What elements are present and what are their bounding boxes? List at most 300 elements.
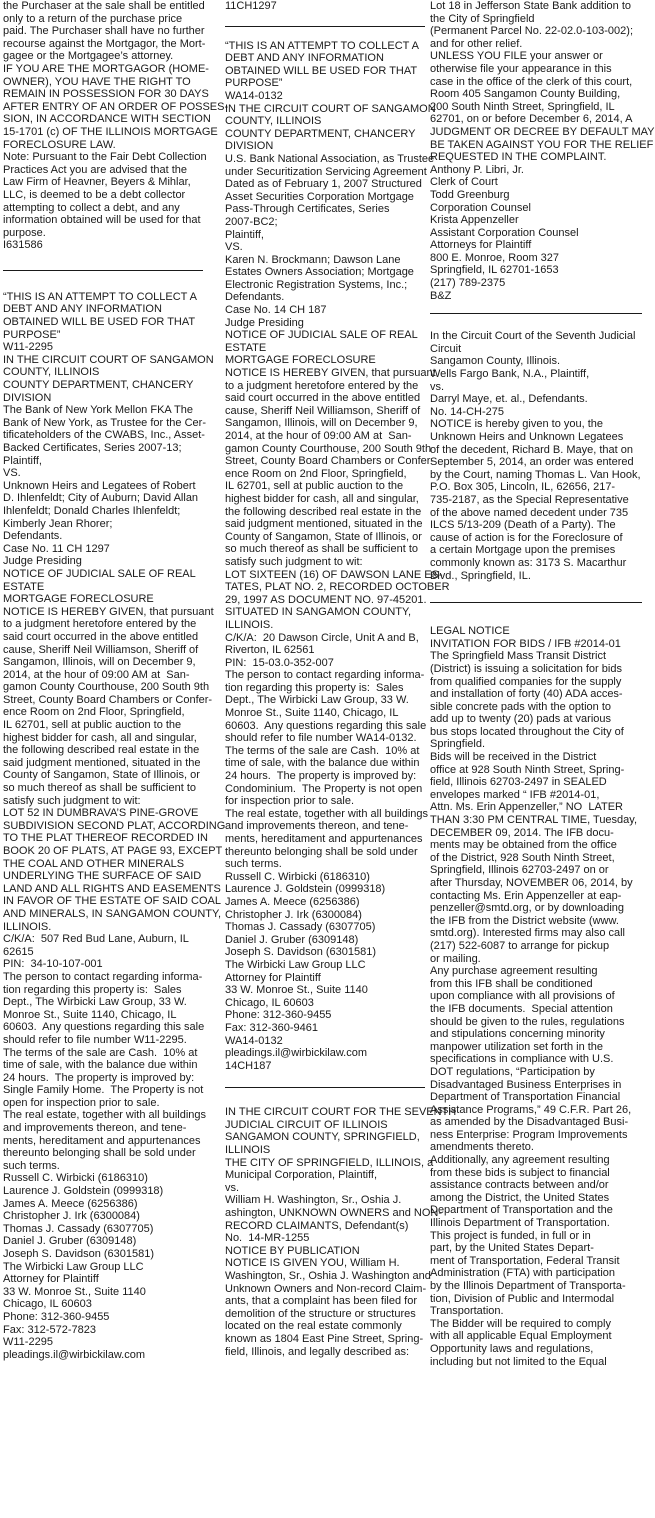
text-line: County of Sangamon, State of Illinois, or [225, 530, 422, 543]
text-line: NOTICE IS HEREBY GIVEN, that pursuant [3, 605, 214, 618]
text-line: paid. The Purchaser shall have no further [3, 25, 205, 38]
text-line: tion regarding this property is: Sales [225, 681, 404, 694]
text-line: otherwise file your appearance in this [430, 62, 612, 75]
text-line: cause of action is for the Foreclosure of [430, 531, 623, 544]
notice-divider [225, 1087, 425, 1088]
text-line: 29, 1997 AS DOCUMENT NO. 97-45201. [225, 593, 427, 606]
notice-14-mr-1255 [225, 1106, 457, 1358]
text-line: WA14-0132 [225, 89, 283, 102]
text-line: pleadings.il@wirbickilaw.com [225, 1047, 367, 1060]
text-line: the IFB documents. Special attention [430, 1002, 613, 1015]
text-line: open for inspection prior to sale. [3, 1096, 160, 1109]
text-line: Additionally, any agreement resulting [430, 1154, 610, 1167]
text-line: ence Room on 2nd Floor, Springfield, [3, 706, 185, 719]
text-line: Estates Owners Association; Mortgage [225, 266, 414, 279]
text-line: Case No. 11 CH 1297 [3, 542, 110, 555]
text-line: Bids will be received in the District [430, 751, 597, 764]
text-line: Opportunity laws and regulations, [430, 1342, 594, 1355]
text-line: the following described real estate in the [3, 744, 200, 757]
text-line: recourse against the Mortgagor, the Mort- [3, 37, 206, 50]
text-line: vs. [430, 380, 445, 393]
text-line: DECEMBER 09, 2014. The IFB docu- [430, 826, 614, 839]
legal-notice-ifb-2014-01 [430, 625, 642, 1368]
text-line: by the Illinois Department of Transporta- [430, 1280, 626, 1292]
text-line: including but not limited to the Equal [430, 1355, 607, 1368]
text-line: Lot 18 in Jefferson State Bank addition to [430, 0, 631, 12]
text-line: W11-2295 [3, 1336, 53, 1349]
text-line: information obtained will be used for that [3, 214, 201, 227]
text-line: ILLINOIS [225, 1144, 271, 1157]
text-line: The person to contact regarding informa- [225, 669, 425, 682]
text-line: OBTAINED WILL BE USED FOR THAT [3, 316, 196, 329]
text-line: (District) is issuing a solicitation for bids [430, 662, 622, 675]
text-line: Washington, Sr., Oshia J. Washington and [225, 1270, 431, 1282]
text-line: THE CITY OF SPRINGFIELD, ILLINOIS, a [225, 1156, 434, 1169]
text-line: Kimberly Jean Rhorer; [3, 517, 113, 530]
text-line: Illinois Department of Transportation. [430, 1217, 610, 1230]
text-line: 24 hours. The property is improved by: [3, 1071, 195, 1084]
text-line: assistance contracts between and/or [430, 1179, 609, 1192]
text-line: Circuit [430, 342, 462, 355]
text-line: “THIS IS AN ATTEMPT TO COLLECT A [225, 39, 419, 52]
text-line: DEBT AND ANY INFORMATION [3, 303, 162, 316]
text-line: Joseph S. Davidson (6301581) [3, 1248, 155, 1260]
text-line: ness Enterprise: Program Improvements [430, 1128, 628, 1141]
text-line: contacting Ms. Erin Appenzeller at eap- [430, 889, 622, 902]
text-line: 33 W. Monroe St., Suite 1140 [3, 1285, 146, 1298]
text-line: 15-1701 (c) OF THE ILLINOIS MORTGAGE [3, 125, 218, 138]
text-line: Springfield. [430, 738, 486, 751]
text-line: so much thereof as shall be sufficient to [3, 782, 197, 795]
notice-14-ch-275 [430, 330, 642, 582]
text-line: Thomas J. Cassady (6307705) [225, 921, 376, 934]
text-line: demolition of the structure or structures [225, 1307, 416, 1320]
text-line: PURPOSE” [225, 77, 283, 90]
text-line: NOTICE BY PUBLICATION [225, 1244, 360, 1257]
text-line: Sangamon County, Illinois. [430, 355, 561, 368]
text-line: time of sale, with the balance due within [225, 757, 420, 770]
text-line: JUDGMENT OR DECREE BY DEFAULT MAY [430, 125, 655, 138]
text-line: Laurence J. Goldstein (0999318) [3, 1185, 164, 1198]
text-line: The Wirbicki Law Group LLC [3, 1260, 144, 1273]
text-line: 33 W. Monroe St., Suite 1140 [225, 984, 368, 997]
text-line: the Purchaser at the sale shall be entitled [3, 0, 205, 12]
text-line: Russell C. Wirbicki (6186310) [3, 1172, 148, 1185]
text-line: The Wirbicki Law Group LLC [225, 958, 366, 971]
case-ref-11ch1297 [225, 0, 425, 13]
text-line: COUNTY DEPARTMENT, CHANCERY [3, 379, 194, 392]
text-line: Corporation Counsel [430, 201, 531, 214]
text-line: envelopes marked “ IFB #2014-01, [430, 788, 600, 801]
text-line: BOOK 20 OF PLATS, AT PAGE 93, EXCEPT [3, 845, 223, 857]
text-line: Bank of New York, as Trustee for the Cer- [3, 416, 206, 429]
text-line: Darryl Maye, et. al., Defendants. [430, 393, 588, 406]
text-line: Backed Certificates, Series 2007-13; [3, 442, 182, 454]
text-line: SITUATED IN SANGAMON COUNTY, [225, 606, 412, 619]
text-line: by the Court, naming Thomas L. Van Hook, [430, 468, 641, 481]
text-line: Chicago, IL 60603 [225, 996, 314, 1009]
text-line: Administration (FTA) with participation [430, 1267, 616, 1280]
text-line: ments may be obtained from the office [430, 839, 617, 852]
text-line: should be given to the rules, regulations [430, 1015, 625, 1028]
text-line: The Springfield Mass Transit District [430, 650, 607, 663]
text-line: as amended by the Disadvantaged Busi- [430, 1116, 629, 1129]
text-line: Anthony P. Libri, Jr. [430, 163, 524, 176]
text-line: Monroe St., Suite 1140, Chicago, IL [225, 707, 399, 720]
text-line: from this IFB shall be conditioned [430, 977, 593, 990]
text-line: 14CH187 [225, 1059, 272, 1072]
text-line: “THIS IS AN ATTEMPT TO COLLECT A [3, 290, 197, 303]
text-line: vs. [225, 1181, 240, 1194]
text-line: with all applicable Equal Employment [430, 1330, 612, 1343]
text-line: ILLINOIS. [225, 618, 274, 631]
text-line: gagee or the Mortgagee’s attorney. [3, 50, 174, 63]
text-line: Department of Transportation Financial [430, 1091, 621, 1104]
text-line: upon compliance with all provisions of [430, 990, 615, 1003]
text-line: James A. Meece (6256386) [225, 895, 360, 908]
text-line: I631586 [3, 239, 43, 252]
text-line: Note: Pursuant to the Fair Debt Collection [3, 151, 207, 164]
text-line: Any purchase agreement resulting [430, 965, 598, 978]
text-line: 800 E. Monroe, Room 327 [430, 251, 560, 264]
text-line: 11CH1297 [225, 0, 277, 12]
text-line: 24 hours. The property is improved by: [225, 770, 417, 783]
text-line: The Bidder will be required to comply [430, 1317, 611, 1330]
text-line: VS. [3, 467, 21, 480]
text-line: In the Circuit Court of the Seventh Judicial [430, 330, 636, 343]
text-line: SION, IN ACCORDANCE WITH SECTION [3, 113, 211, 126]
text-line: among the District, the United States [430, 1191, 610, 1204]
text-line: Attn. Ms. Erin Appenzeller,” NO LATER [430, 801, 623, 814]
text-line: attempting to collect a debt, and any [3, 201, 180, 214]
text-line: Practices Act you are advised that the [3, 163, 188, 176]
foreclosure-notice-tail [3, 0, 229, 252]
text-line: ments, hereditament and appurtenances [225, 833, 423, 845]
text-line: Russell C. Wirbicki (6186310) [225, 870, 370, 883]
text-line: ESTATE [225, 341, 267, 354]
text-line: Clerk of Court [430, 176, 498, 189]
text-line: Attorneys for Plaintiff [430, 239, 532, 252]
text-line: 2007-BC2; [225, 215, 278, 228]
text-line: for inspection prior to sale. [225, 795, 355, 808]
text-line: The Bank of New York Mellon FKA The [3, 404, 193, 417]
text-line: WA14-0132 [225, 1034, 283, 1047]
text-line: NOTICE OF JUDICIAL SALE OF REAL [3, 567, 196, 580]
text-line: Defendants. [225, 291, 285, 304]
text-line: NOTICE IS GIVEN YOU, William H. [225, 1257, 400, 1270]
text-line: (Permanent Parcel No. 22-02.0-103-002); [430, 25, 633, 38]
text-line: ILCS 5/13-209 (Death of a Party). The [430, 519, 616, 532]
text-line: or mailing. [430, 952, 481, 965]
text-line: should refer to file number W11-2295. [3, 1033, 187, 1046]
text-line: Unknown Heirs and Unknown Legatees [430, 431, 624, 443]
text-line: office at 928 South Ninth Street, Spring- [430, 763, 625, 776]
text-line: manpower utilization set forth in the [430, 1040, 604, 1053]
notice-divider [430, 313, 642, 314]
text-line: highest bidder for cash, all and singular, [225, 492, 419, 505]
text-line: Joseph S. Davidson (6301581) [225, 946, 377, 959]
text-line: 60603. Any questions regarding this sale [3, 1021, 205, 1034]
text-line: MORTGAGE FORECLOSURE [3, 593, 154, 606]
text-line: NOTICE is hereby given to you, the [430, 418, 604, 431]
text-line: Chicago, IL 60603 [3, 1298, 92, 1311]
text-line: PIN: 15-03.0-352-007 [225, 656, 334, 669]
text-line: should refer to file number WA14-0132. [225, 732, 417, 745]
text-line: Phone: 312-360-9455 [225, 1009, 332, 1022]
text-line: pleadings.il@wirbickilaw.com [3, 1348, 145, 1361]
text-line: the City of Springfield [430, 12, 535, 25]
text-line: MORTGAGE FORECLOSURE [225, 354, 376, 367]
text-line: The real estate, together with all buildings [3, 1109, 207, 1122]
text-line: Street, County Board Chambers or Confer- [3, 693, 213, 706]
text-line: Transportation. [430, 1305, 504, 1318]
text-line: so much thereof as shall be sufficient to [225, 543, 419, 556]
text-line: add up to twenty (20) pads at various [430, 713, 611, 726]
text-line: ILLINOIS. [3, 920, 52, 933]
text-line: case in the office of the clerk of this court, [430, 75, 633, 88]
text-line: REQUESTED IN THE COMPLAINT. [430, 151, 607, 164]
text-line: satisfy such judgment to wit: [3, 794, 141, 807]
text-line: Electronic Registration Systems, Inc.; [225, 278, 408, 291]
text-line: said judgment mentioned, situated in the [225, 518, 423, 531]
text-line: and stipulations concerning minority [430, 1028, 605, 1041]
column-1 [3, 0, 229, 1361]
text-line: NOTICE IS HEREBY GIVEN, that pursuant [225, 367, 436, 380]
text-line: tion regarding this property is: Sales [3, 983, 182, 996]
text-line: Law Firm of Heavner, Beyers & Mihlar, [3, 176, 191, 189]
text-line: highest bidder for cash, all and singular, [3, 731, 197, 744]
text-line: PURPOSE” [3, 328, 61, 341]
text-line: field, Illinois, and legally described as: [225, 1345, 410, 1358]
text-line: Fax: 312-360-9461 [225, 1021, 318, 1034]
text-line: Unknown Owners and Non-record Claim- [225, 1282, 427, 1295]
text-line: PIN: 34-10-107-001 [3, 958, 103, 971]
text-line: amendments thereto. [430, 1141, 534, 1154]
text-line: TATES, PLAT NO. 2, RECORDED OCTOBER [225, 581, 450, 594]
text-line: September 5, 2014, an order was entered [430, 456, 634, 469]
text-line: Judge Presiding [3, 555, 82, 568]
text-line: and installation of forty (40) ADA acces- [430, 688, 623, 701]
text-line: and for other relief. [430, 37, 523, 50]
text-line: Asset Securities Corporation Mortgage [225, 190, 414, 203]
text-line: to a judgment heretofore entered by the [3, 618, 197, 631]
text-line: SUBDIVISION SECOND PLAT, ACCORDING [3, 819, 226, 832]
text-line: known as 1804 East Pine Street, Spring- [225, 1332, 424, 1345]
text-line: Attorney for Plaintiff [225, 971, 321, 984]
text-line: satisfy such judgment to wit: [225, 555, 363, 568]
text-line: Attorney for Plaintiff [3, 1273, 99, 1286]
column-3 [430, 0, 655, 1368]
text-line: Single Family Home. The Property is not [3, 1084, 204, 1097]
text-line: Ihlenfeldt; Donald Charles Ihlenfeldt; [3, 504, 181, 517]
text-line: REMAIN IN POSSESSION FOR 30 DAYS [3, 88, 209, 101]
text-line: D. Ihlenfeldt; City of Auburn; David Allan [3, 492, 199, 505]
text-line: Fax: 312-572-7823 [3, 1323, 96, 1336]
text-line: AND MINERALS, IN SANGAMON COUNTY, [3, 907, 221, 920]
text-line: B&Z [430, 289, 452, 302]
text-line: COUNTY, ILLINOIS [225, 115, 322, 128]
text-line: Pass-Through Certificates, Series [225, 203, 390, 216]
text-line: Sangamon, Illinois, will on December 9, [3, 656, 196, 669]
text-line: LOT 52 IN DUMBRAVA’S PINE-GROVE [3, 807, 199, 820]
text-line: Judge Presiding [225, 316, 304, 329]
text-line: LEGAL NOTICE [430, 625, 510, 638]
text-line: after Thursday, NOVEMBER 06, 2014, by [430, 877, 633, 889]
text-line: (217) 789-2375 [430, 277, 506, 290]
text-line: under Securitization Servicing Agreement [225, 165, 427, 178]
text-line: (217) 522-6087 to arrange for pickup [430, 939, 610, 952]
text-line: bus stops located throughout the City of [430, 725, 624, 738]
text-line: tificateholders of the CWABS, Inc., Asset- [3, 429, 205, 442]
text-line: RECORD CLAIMANTS, Defendant(s) [225, 1219, 409, 1232]
text-line: 2014, at the hour of 09:00 AM at San- [3, 668, 190, 681]
text-line: U.S. Bank National Association, as Trustee [225, 152, 435, 165]
text-line: the following described real estate in the [225, 505, 422, 518]
notice-divider [430, 602, 642, 603]
notice-14-mr-1255-continued [430, 0, 655, 302]
text-line: such terms. [3, 1159, 60, 1172]
text-line: cause, Sheriff Neil Williamson, Sheriff of [225, 404, 421, 417]
text-line: ESTATE [3, 580, 45, 593]
text-line: Assistant Corporation Counsel [430, 226, 579, 239]
text-line: Laurence J. Goldstein (0999318) [225, 883, 386, 896]
text-line: James A. Meece (6256386) [3, 1197, 138, 1210]
text-line: Plaintiff, [225, 228, 264, 241]
notice-divider [3, 270, 203, 271]
text-line: FORECLOSURE LAW. [3, 138, 116, 151]
text-line: Case No. 14 CH 187 [225, 304, 327, 317]
text-line: part, by the United States Depart- [430, 1242, 594, 1255]
text-line: Springfield, Illinois 62703-2497 on or [430, 864, 609, 877]
text-line: 2014, at the hour of 09:00 AM at San- [225, 430, 412, 442]
text-line: thereunto belonging shall be sold under [225, 845, 418, 858]
text-line: W11-2295 [3, 341, 53, 354]
text-line: Condominium. The Property is not open [225, 782, 423, 795]
text-line: IL 62701, sell at public auction to the [225, 480, 404, 493]
text-line: Blvd., Springfield, IL. [430, 569, 531, 582]
text-line: thereunto belonging shall be sold under [3, 1147, 196, 1160]
text-line: DIVISION [225, 140, 274, 153]
text-line: located on the real estate commonly [225, 1320, 402, 1333]
text-line: sible concrete pads with the option to [430, 700, 612, 713]
text-line: IN THE CIRCUIT COURT FOR THE SEVENTH [225, 1106, 457, 1119]
text-line: No. 14-MR-1255 [225, 1232, 310, 1245]
text-line: IN THE CIRCUIT COURT OF SANGAMON [225, 102, 436, 115]
text-line: The real estate, together with all buildings [225, 807, 429, 820]
text-line: tion, Division of Public and Intermodal [430, 1292, 615, 1305]
text-line: THAN 3:30 PM CENTRAL TIME, Tuesday, [430, 814, 638, 827]
text-line: County of Sangamon, State of Illinois, or [3, 769, 200, 782]
text-line: Disadvantaged Business Enterprises in [430, 1078, 622, 1091]
text-line: Unknown Heirs and Legatees of Robert [3, 479, 196, 492]
text-line: ants, that a complaint has been filed for [225, 1295, 418, 1308]
text-line: smtd.org). Interested firms may also call [430, 927, 626, 940]
text-line: IN FAVOR OF THE ESTATE OF SAID COAL [3, 895, 221, 908]
text-line: DEBT AND ANY INFORMATION [225, 52, 384, 65]
text-line: the IFB from the District website (www. [430, 914, 619, 927]
text-line: time of sale, with the balance due within [3, 1059, 198, 1072]
text-line: Plaintiff, [3, 454, 42, 467]
text-line: Wells Fargo Bank, N.A., Plaintiff, [430, 368, 590, 381]
text-line: DIVISION [3, 391, 52, 404]
text-line: gamon County Courthouse, 200 South 9th [225, 442, 432, 455]
text-line: Municipal Corporation, Plaintiff, [225, 1169, 378, 1182]
text-line: Room 405 Sangamon County Building, [430, 88, 621, 101]
text-line: such terms. [225, 858, 282, 871]
text-line: a certain Mortgage upon the premises [430, 544, 616, 557]
text-line: SANGAMON COUNTY, SPRINGFIELD, [225, 1131, 420, 1144]
text-line: Springfield, IL 62701-1653 [430, 264, 559, 277]
text-line: The terms of the sale are Cash. 10% at [225, 744, 420, 757]
text-line: Defendants. [3, 530, 63, 543]
text-line: JUDICIAL CIRCUIT OF ILLINOIS [225, 1118, 388, 1131]
text-line: IN THE CIRCUIT COURT OF SANGAMON [3, 353, 214, 366]
text-line: of the above named decedent under 735 [430, 506, 629, 519]
text-line: ment of Transportation, Federal Transit [430, 1254, 620, 1267]
text-line: VS. [225, 241, 243, 254]
text-line: 62701, on or before December 6, 2014, A [430, 113, 633, 126]
text-line: and improvements thereon, and tene- [3, 1122, 187, 1135]
text-line: LAND AND ALL RIGHTS AND EASEMENTS [3, 882, 221, 895]
text-line: ments, hereditament and appurtenances [3, 1134, 201, 1147]
text-line: UNDERLYING THE SURFACE OF SAID [3, 870, 202, 883]
text-line: Dept., The Wirbicki Law Group, 33 W. [3, 996, 187, 1009]
text-line: Todd Greenburg [430, 188, 510, 201]
text-line: penzeller@smtd.org, or by downloading [430, 902, 624, 915]
text-line: Sangamon, Illinois, will on December 9, [225, 417, 418, 430]
text-line: of the District, 928 South Ninth Street, [430, 851, 615, 864]
text-line: specifications in compliance with U.S. [430, 1053, 614, 1066]
text-line: Daniel J. Gruber (6309148) [225, 933, 359, 946]
text-line: OBTAINED WILL BE USED FOR THAT [225, 64, 418, 77]
text-line: said judgment mentioned, situated in the [3, 756, 201, 769]
text-line: INVITATION FOR BIDS / IFB #2014-01 [430, 637, 621, 650]
text-line: Phone: 312-360-9455 [3, 1310, 110, 1323]
text-line: 200 South Ninth Street, Springfield, IL [430, 100, 615, 113]
text-line: C/K/A: 507 Red Bud Lane, Auburn, IL [3, 933, 189, 946]
text-line: LLC, is deemed to be a debt collector [3, 188, 186, 201]
text-line: William H. Washington, Sr., Oshia J. [225, 1194, 402, 1207]
text-line: purpose. [3, 226, 46, 239]
text-line: COUNTY DEPARTMENT, CHANCERY [225, 127, 416, 140]
text-line: BE TAKEN AGAINST YOU FOR THE RELIEF [430, 138, 654, 151]
text-line: said court occurred in the above entitled [3, 630, 199, 643]
text-line: This project is funded, in full or in [430, 1229, 591, 1242]
text-line: COUNTY, ILLINOIS [3, 366, 100, 379]
text-line: Monroe St., Suite 1140, Chicago, IL [3, 1008, 177, 1021]
text-line: from qualified companies for the supply [430, 675, 622, 688]
text-line: only to a return of the purchase price [3, 12, 183, 25]
text-line: IF YOU ARE THE MORTGAGOR (HOME- [3, 62, 209, 75]
text-line: DOT regulations, “Participation by [430, 1065, 595, 1078]
text-line: Christopher J. Irk (6300084) [3, 1210, 140, 1223]
text-line: UNLESS YOU FILE your answer or [430, 50, 603, 63]
text-line: Riverton, IL 62561 [225, 644, 315, 657]
text-line: Department of Transportation and the [430, 1204, 613, 1217]
text-line: field, Illinois 62703-2497 in SEALED [430, 776, 607, 789]
text-line: C/K/A: 20 Dawson Circle, Unit A and B, [225, 631, 419, 644]
text-line: LOT SIXTEEN (16) OF DAWSON LANE ES- [225, 568, 443, 581]
text-line: to a judgment heretofore entered by the [225, 379, 419, 392]
text-line: commonly known as: 3173 S. Macarthur [430, 556, 627, 569]
text-line: 735-2187, as the Special Representative [430, 493, 629, 506]
notice-divider [225, 26, 425, 27]
text-line: No. 14-CH-275 [430, 405, 504, 418]
notice-w11-2295 [3, 290, 226, 1361]
text-line: NOTICE OF JUDICIAL SALE OF REAL [225, 329, 418, 342]
text-line: 60603. Any questions regarding this sale [225, 719, 427, 732]
text-line: cause, Sheriff Neil Williamson, Sheriff of [3, 643, 199, 656]
